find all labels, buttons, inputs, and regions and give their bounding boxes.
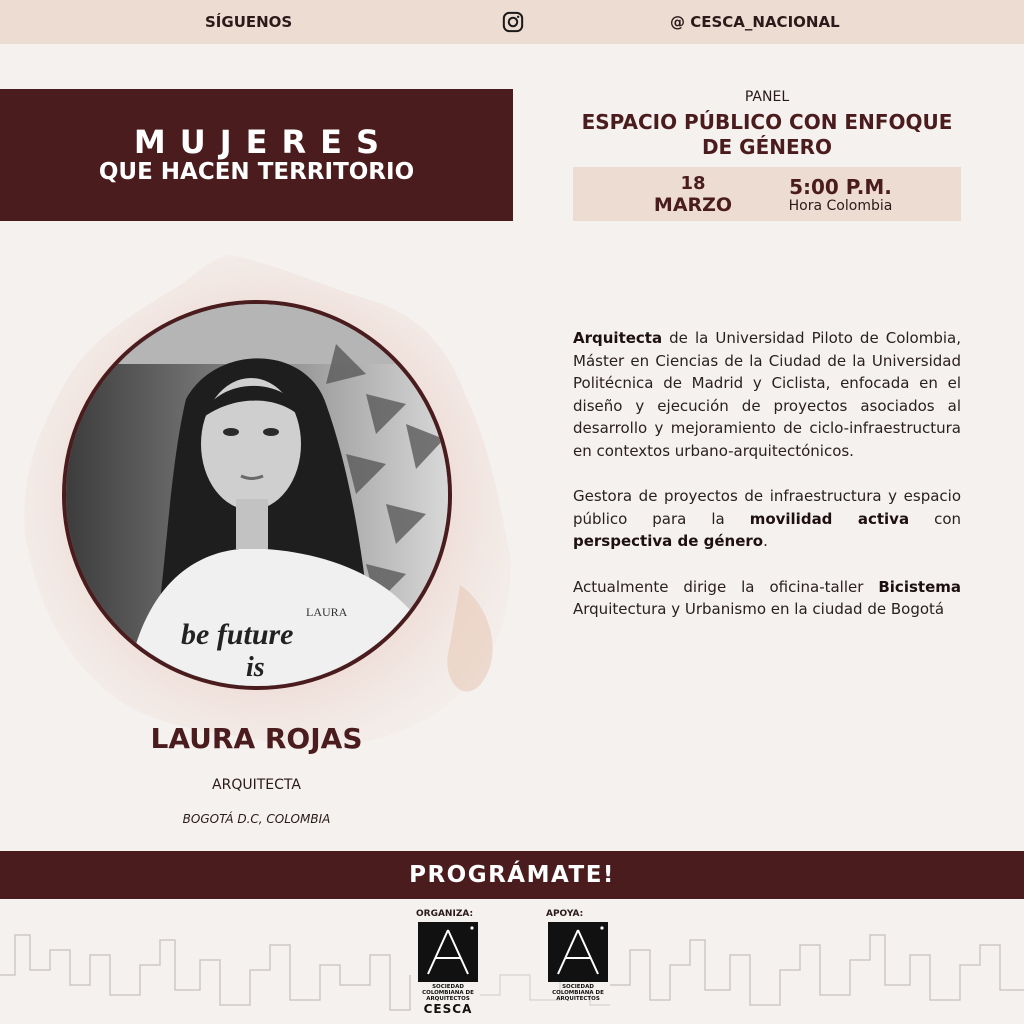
shirt-print-line1: be future <box>181 618 294 651</box>
cta-label: PROGRÁMATE! <box>409 862 615 888</box>
bio-text: . <box>763 532 768 551</box>
speaker-photo <box>62 300 452 690</box>
cta-banner[interactable] <box>0 851 1024 899</box>
follow-label: SÍGUENOS <box>205 13 293 31</box>
event-day: 18 <box>680 173 706 194</box>
event-time: 5:00 P.M. <box>789 175 892 199</box>
bio-bold-text: perspectiva de género <box>573 532 764 551</box>
logo-cesca-text: CESCA <box>423 1002 473 1016</box>
bio-paragraph <box>573 327 961 463</box>
city-skyline-illustration <box>0 915 1024 1024</box>
shirt-tag-text: LAURA <box>306 605 348 619</box>
shirt-print-line2: is <box>246 652 265 683</box>
logo-subtitle: SOCIEDAD COLOMBIANA DE ARQUITECTOS <box>422 984 474 1002</box>
speaker-portrait-illustration <box>66 304 448 686</box>
bio-paragraph <box>573 576 961 621</box>
bio-bold-text: Arquitecta <box>573 329 663 347</box>
cesca-logo-icon[interactable] <box>418 922 478 982</box>
bio-bold-text: Bicistema <box>878 577 961 596</box>
event-month: MARZO <box>653 194 733 216</box>
social-bar <box>0 0 1024 44</box>
bio-text: Actualmente dirige la oficina-taller <box>573 577 879 596</box>
event-type-label: PANEL <box>744 89 790 105</box>
speaker-name: LAURA ROJAS <box>150 722 363 755</box>
bio-text: con <box>909 509 962 528</box>
bio-text: de la Universidad Piloto de Colombia, Máster en Ciencias de la Ciudad de la Universidad Politécnica de Madrid y Ciclista, enfocada en el diseño y ejecución de proyectos asociados al desarrollo y mejoramiento de ciclo-infraestructura en contextos urbano-arquitectónicos. <box>573 329 961 460</box>
series-title-main: MUJERES <box>133 123 394 161</box>
instagram-icon[interactable] <box>502 11 524 33</box>
organiza-label: ORGANIZA: <box>416 909 474 919</box>
series-title-block <box>0 89 513 221</box>
event-timezone: Hora Colombia <box>788 198 893 214</box>
logo-subtitle: SOCIEDAD COLOMBIANA DE ARQUITECTOS <box>552 984 604 1002</box>
event-title: ESPACIO PÚBLICO CON ENFOQUE DE GÉNERO <box>581 110 953 159</box>
speaker-role: ARQUITECTA <box>212 777 301 793</box>
bio-text: Gestora de proyectos de infraestructura y espacio público para la <box>573 487 961 528</box>
event-date-box <box>573 167 961 221</box>
bio-text: Arquitectura y Urbanismo en la ciudad de Bogotá <box>573 600 945 619</box>
series-title-sub: QUE HACEN TERRITORIO <box>98 159 415 185</box>
speaker-location: BOGOTÁ D.C, COLOMBIA <box>182 812 331 826</box>
sca-logo-icon[interactable] <box>548 922 608 982</box>
bio-bold-text: movilidad activa <box>749 509 910 528</box>
supporter-logo-group <box>543 909 613 1002</box>
speaker-bio <box>573 327 961 643</box>
instagram-handle[interactable]: @ CESCA_NACIONAL <box>670 13 840 31</box>
apoya-label: APOYA: <box>546 909 584 919</box>
organizer-logo-group <box>413 909 483 1016</box>
bio-paragraph <box>573 485 961 553</box>
